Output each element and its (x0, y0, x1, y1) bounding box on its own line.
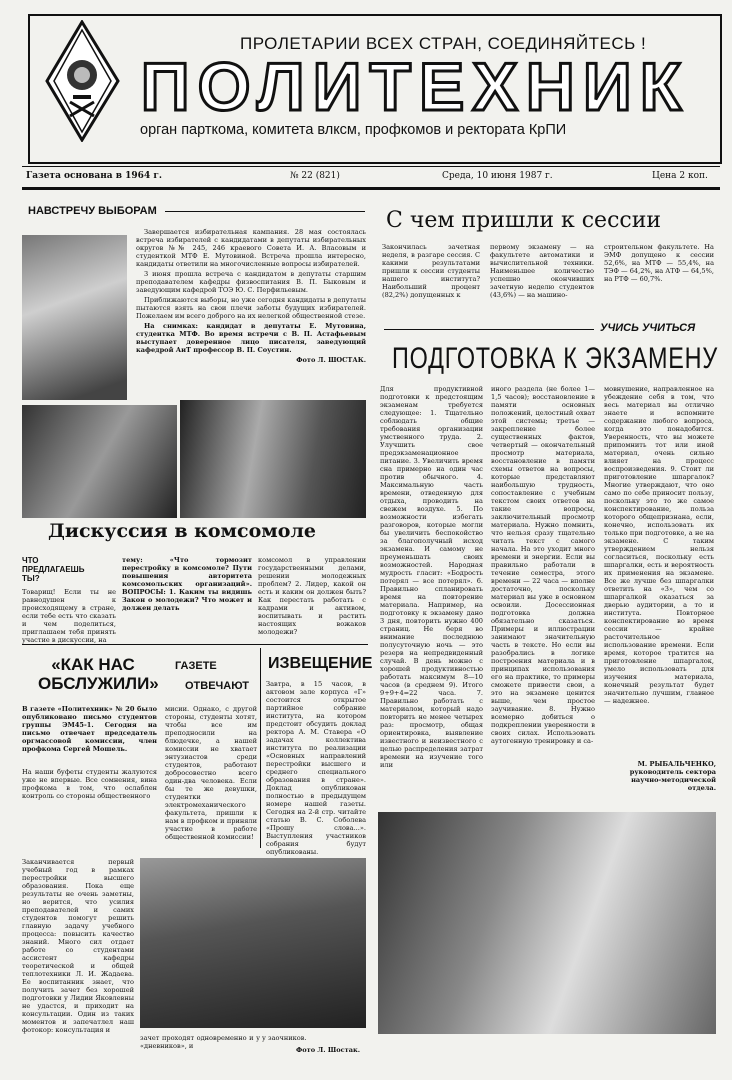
study-col2: иного раздела (не более 1—1,5 часов); восстановление в памяти основных положений, целостный охват этой системы; третье — закрепление более существенных фактов, четвертый — окончательный просмотр материала, восстановление в памяти схемы ответов на вопросы, которые представляют наибольшую трудность, сопоставление с учебным текстом своих ответов на такие вопросы, заключительный просмотр материала. Нужно помнить, что нельзя сразу тщательно читать текст с самого начала. На это уходит много времени и энергии. Если вы правильно работали в течение семестра, этого времени — 22 часа — вполне достаточно, поскольку материал вы уже в основном освоили. Досессионная подготовка должна обязательно сказаться. Примеры и иллюстрации занимают значительную часть в тексте. Но если вы разобрались в логике построения материала и в принципах использования его на практике, то примеры сможете привести свои, а это на экзамене ценится выше, чем простое заучивание. 8. Нужно всемерно добиться о подкреплении уверенности в своих силах. Использовать аутогенную тренировку и са- (491, 385, 595, 745)
service-body: На наши буфеты студенты жалуются уже не впервые. Все сомнения, вина профкома в том, что ослаблен контроль со стороны общественного (22, 768, 157, 800)
study-headline: ПОДГОТОВКА К ЭКЗАМЕНУ (392, 342, 719, 375)
elections-text (136, 228, 366, 366)
discussion-col1: Товарищ! Если ты не равнодушен к происходящему в стране, если тебе есть что сказать и чем поделиться, приглашаем тебя принять участие в дискуссии, на (22, 588, 116, 644)
study-rule (384, 329, 594, 330)
classroom-photo (140, 858, 366, 1028)
candidate-photo (22, 235, 127, 400)
consultation-middle: зачет проходят одновременно и у «дневников», и (140, 1034, 260, 1050)
notice-body: Завтра, в 15 часов, в актовом зале корпуса «Г» состоится открытое партийное собрание института, на котором предстоит обсудить доклад ректора А. М. Ставера «О задачах коллектива института по реализации «Основных направлений перестройки высшего и среднего специального образования в стране». Доклад опубликован полностью в предыдущем номере нашей газеты. Сегодня на 2-й стр. читайте статью В. С. Соболева «Прошу слова...». Выступления участников собрания будут опубликованы. (266, 680, 366, 856)
masthead-motto: ПРОЛЕТАРИИ ВСЕХ СТРАН, СОЕДИНЯЙТЕСЬ ! (240, 34, 647, 53)
consultation-right: у заочников. (262, 1034, 307, 1042)
reply-subrubric: ОТВЕЧАЮТ (185, 680, 250, 692)
newspaper-title: ПОЛИТЕХНИК (140, 49, 690, 125)
bottom-credit: Фото Л. Шостак. (296, 1046, 361, 1054)
notice-headline: ИЗВЕЩЕНИЕ (268, 655, 373, 672)
emblem-icon (45, 20, 120, 142)
elections-p3: Приближаются выборы, но уже сегодня кандидаты в депутаты пытаются взять на свои плечи заботы будущих избирателей. Пожелаем им всего доброго на их нелегкой общественной стезе. (136, 296, 366, 320)
consultation-text: Заканчивается первый учебный год в рамках перестройки высшего образования. Пока еще результаты не очень заметны, но верится, что усилия преподавателей и самих студентов помогут решить главную задачу учебного процесса: повысить качество знаний. Много сил отдает работе со студентами ассистент кафедры теоретической и общей теплотехники Л. И. Жадаева. Ее воспитанник знает, что получить зачет без хорошей подготовки у Лидии Яковлевны не удастся, и приходит на консультации. Один из таких моментов и запечатлел наш фотокор: консультация и (22, 858, 134, 1034)
session-headline: С чем пришли к сессии (386, 208, 662, 233)
elections-p2: 3 июня прошла встреча с кандидатом в депутаты старшим преподавателем кафедры физвоспитания В. П. Быковым и заведующим кафедрой ТОЭ Ю. С. Перфильевым. (136, 270, 366, 294)
meeting-photo-1 (22, 405, 177, 518)
study-rubric: УЧИСЬ УЧИТЬСЯ (600, 322, 696, 334)
elections-p1: Завершается избирательная кампания. 28 мая состоялась встреча избирателей с кандидатами в депутаты избирательных округов №№ 245, 246 краевого Совета И. А. Власовым и студенткой МТФ Е. Мутовиной. Встреча прошла интересно, кандидаты ответили на многочисленные вопросы избирателей. (136, 228, 366, 268)
study-col3: мовнушение, направленное на убеждение себя в том, что весь материал вы отлично знаете и вспомните содержание любого вопроса, когда это понадобится. Уверенность, что вы можете припомнить тот или иной материал, очень сильно влияет на процесс воспроизведения. 9. Стоит ли приготовление шпаргалок? Многие утверждают, что оно само по себе приносит пользу, поскольку это то же самое конспектирование, польза которого общепризнана, если, конечно, использовать их только при подготовке, а не на экзамене. С таким утверждением нельзя согласиться, поскольку есть шпаргалки, есть и вероятность их применения на экзамене. Все же лучше без шпаргалки ответить на «3», чем со шпаргалкой оказаться за дверью аудитории, а то и института. Повторное конспектирование во время сессии — крайне расточительное использование времени. Если время, которое тратится на приготовление шпаргалок, умело использовать для изучения материала, конечный результат будет значительно лучшим, главное — надежнее. (604, 385, 714, 705)
elections-caption: На снимках: кандидат в депутаты Е. Мутовина, студентка МТФ. Во время встречи с В. П. Астафьевым выступает доверенное лицо писателя, заведующий кафедрой АиТ профессор В. П. Соустин. (136, 322, 366, 354)
meeting-photo-2 (180, 400, 366, 518)
discussion-col3: комсомол в управлении государственными делами, решении молодежных проблем? 2. Лидер, какой он есть и каким он должен быть? Как перестать работать с кадрами и активом, воспитывать и растить настоящих вожаков молодежи? (258, 556, 366, 636)
service-lead: В газете «Политехник» № 20 было опубликовано письмо студентов группы ЭМ45-1. Сегодня на письмо отвечает председатель оргмассовой комиссии, член профкома Сергей Мошель. (22, 705, 157, 753)
issue-date: Среда, 10 июня 1987 г. (442, 171, 553, 181)
service-headline: «КАК НАС ОБСЛУЖИЛИ» (38, 655, 159, 693)
reply-body: мисии. Однако, с другой стороны, студенты хотят, чтобы все им преподносили на блюдечке, а нашей комиссии не хватает энтузиастов среди студентов, работают добросовестно всего один-два человека. Если бы те же девушки, студентки электромеханического факультета, пришли к нам в профком и приняли участие в работе общественной комиссии! (165, 705, 257, 841)
session-col3: строительном факультете. На ЭМФ допущено к сессии 52,6%, на МТФ — 55,4%, на ТЭФ — 64,2%, на АТФ — 64,5%, на РТФ — 60,7%. (604, 243, 714, 283)
issue-number: № 22 (821) (290, 171, 340, 181)
price-text: Цена 2 коп. (652, 171, 708, 181)
discussion-headline: Дискуссия в комсомоле (48, 520, 316, 542)
session-col1: Закончилась зачетная неделя, в разгаре сессия. С какими результатами пришли к сессии студенты нашего института? Наибольший процент (82,2%) допущенных к (382, 243, 480, 299)
signature-name: М. РЫБАЛЬЧЕНКО, (637, 760, 716, 768)
discussion-col2: тему: «Что тормозит перестройку в комсомоле? Пути повышения авторитета комсомольских организаций». ВОПРОСЫ: 1. Каким ты видишь Закон о молодежи? Что может и должен делать (122, 556, 252, 612)
study-signature (616, 760, 716, 792)
session-col2: первому экзамену — на факультете автоматики и вычислительной техники. Наименьшее количество успешно окончивших зачетную неделю студентов (43,6%) — на машино- (490, 243, 594, 299)
reply-rubric: ГАЗЕТЕ (175, 660, 217, 672)
section-rule (22, 644, 368, 645)
signature-role: руководитель сектора научно-методической отдела. (629, 768, 716, 792)
study-col1: Для продуктивной подготовки к предстоящим экзаменам требуется следующее: 1. Тщательно соблюдать общие требования организации умственного труда. 2. Улучшить свое предэкзаменационное питание. 3. Увеличить время сна примерно на один час против обычного. 4. Максимальную часть времени, отведенную для отдыха, проводить на свежем воздухе. 5. По возможности избегать разговоров, которые могли бы увеличить беспокойство за благополучный исход экзамена. И самому не преуменьшать своих возможностей. Народная мудрость гласит: «Бодрость потерял — все потерял». 6. Правильно спланировать время на повторение материала. Например, на подготовку к экзамену дано 3 дня, повторить нужно 400 страниц. Не беря во внимание последнюю полусуточную ночь — это резерв на непредвиденный случай. В день можно с хорошей продуктивностью работать максимум 8—10 часов (в среднем 9). Итого 9+9+4=22 часа. 7. Правильно работать с материалом, который надо повторить не менее четырех раз: просмотр, общая ориентировка, выявление известного и неизвестного с целью распределения затрат времени на изучение того или (380, 385, 483, 769)
elections-credit: Фото Л. ШОСТАК. (296, 356, 366, 364)
rubric-rule (165, 211, 365, 212)
masthead-subtitle: орган парткома, комитета влкcм, профкомов и ректората КрПИ (140, 122, 567, 138)
issue-info-bar (22, 166, 720, 190)
elections-rubric: НАВСТРЕЧУ ВЫБОРАМ (28, 205, 157, 217)
column-rule (260, 648, 261, 848)
founded-text: Газета основана в 1964 г. (26, 171, 162, 181)
exam-prep-photo (378, 812, 716, 1034)
discussion-subhead: ЧТО ПРЕДЛАГАЕШЬ ТЫ? (22, 556, 85, 583)
